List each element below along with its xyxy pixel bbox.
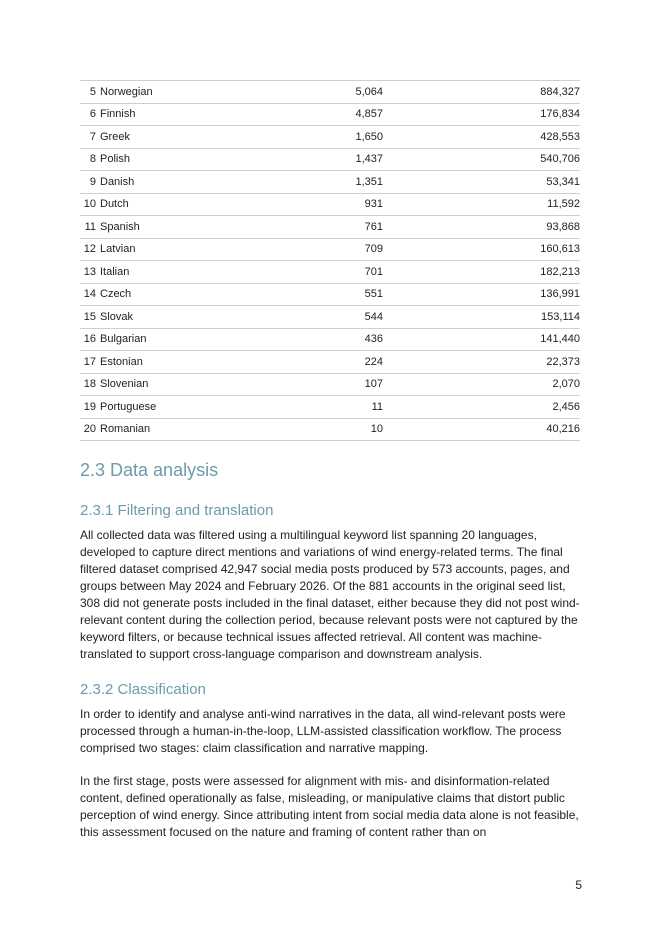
row-value-b: 153,114 <box>541 310 580 323</box>
row-language: Spanish <box>100 220 140 233</box>
table-row <box>80 328 580 351</box>
row-rank: 17 <box>83 355 96 368</box>
page-number: 5 <box>575 878 582 892</box>
row-value-a: 107 <box>364 378 383 391</box>
row-language: Slovenian <box>100 378 149 391</box>
row-value-b: 53,341 <box>546 175 580 188</box>
row-language: Greek <box>100 130 130 143</box>
table-row <box>80 126 580 149</box>
subsection-heading-classification: 2.3.2 Classification <box>80 681 206 698</box>
row-language: Italian <box>100 265 130 278</box>
row-value-a: 544 <box>364 310 383 323</box>
row-rank: 19 <box>83 400 96 413</box>
row-rank: 14 <box>83 288 96 301</box>
row-value-a: 551 <box>364 288 383 301</box>
row-value-a: 10 <box>370 423 383 436</box>
row-value-b: 93,868 <box>546 220 580 233</box>
row-value-b: 428,553 <box>540 130 580 143</box>
row-rank: 20 <box>83 423 96 436</box>
table-row <box>80 418 580 441</box>
language-table-body <box>80 81 580 441</box>
row-rank: 12 <box>83 243 96 256</box>
row-rank: 9 <box>89 175 96 188</box>
row-rank: 13 <box>83 265 96 278</box>
table-row <box>80 396 580 419</box>
row-value-a: 931 <box>364 198 383 211</box>
row-value-a: 5,064 <box>355 85 383 98</box>
table-row <box>80 238 580 261</box>
section-heading: 2.3 Data analysis <box>80 460 219 480</box>
table-row <box>80 216 580 239</box>
row-value-a: 1,650 <box>355 130 383 143</box>
table-row <box>80 148 580 171</box>
row-rank: 6 <box>89 108 96 121</box>
row-value-b: 40,216 <box>546 423 580 436</box>
row-language: Norwegian <box>100 85 153 98</box>
row-value-b: 176,834 <box>540 108 580 121</box>
row-language: Estonian <box>100 355 143 368</box>
table-row <box>80 261 580 284</box>
row-value-a: 436 <box>364 333 383 346</box>
classification-paragraph-1: In order to identify and analyse anti-wind narratives in the data, all wind-relevant posts were processed through a human-in-the-loop, LLM-assisted classification workflow. The process comprised two stages: claim classification and narrative mapping. <box>80 707 566 755</box>
row-language: Bulgarian <box>100 333 147 346</box>
row-language: Slovak <box>100 310 134 323</box>
row-rank: 16 <box>83 333 96 346</box>
row-value-b: 160,613 <box>540 243 580 256</box>
row-rank: 15 <box>83 310 96 323</box>
row-value-a: 1,351 <box>355 175 383 188</box>
row-rank: 8 <box>89 153 96 166</box>
table-row <box>80 81 580 104</box>
subsection-heading-filtering: 2.3.1 Filtering and translation <box>80 502 274 519</box>
row-value-a: 761 <box>364 220 383 233</box>
row-language: Danish <box>100 175 135 188</box>
row-value-b: 2,456 <box>552 400 580 413</box>
table-row <box>80 193 580 216</box>
row-language: Latvian <box>100 243 136 256</box>
filtering-paragraph: All collected data was filtered using a multilingual keyword list spanning 20 languages, developed to capture direct mentions and variations of wind energy-related terms. The final filtered dataset comprised 42,947 social media posts produced by 573 accounts, pages, and groups between May 2024 and February 2026. Of the 881 accounts in the original seed list, 308 did not generate posts included in the final dataset, either because they did not post wind-relevant content during the collection period, because relevant posts were not captured by the keyword filters, or because technical issues affected retrieval. All content was machine-translated to support cross-language comparison and downstream analysis. <box>80 528 580 661</box>
table-row <box>80 306 580 329</box>
classification-paragraph-2: In the first stage, posts were assessed for alignment with mis- and disinformation-related content, defined operationally as false, misleading, or manipulative claims that distort public perception of wind energy. Since attributing intent from social media data alone is not feasible, this assessment focused on the nature and framing of content rather than on <box>80 774 579 839</box>
table-row <box>80 283 580 306</box>
row-language: Czech <box>100 288 132 301</box>
row-value-b: 884,327 <box>540 85 580 98</box>
row-language: Portuguese <box>100 400 157 413</box>
row-rank: 18 <box>83 378 96 391</box>
row-value-b: 11,592 <box>547 198 580 211</box>
row-rank: 11 <box>84 220 96 233</box>
row-rank: 5 <box>89 85 96 98</box>
row-value-b: 182,213 <box>540 265 580 278</box>
table-row <box>80 171 580 194</box>
row-value-b: 141,440 <box>540 333 580 346</box>
row-value-a: 11 <box>371 400 383 413</box>
language-table <box>80 80 580 441</box>
row-language: Dutch <box>100 198 129 211</box>
row-value-a: 701 <box>364 265 383 278</box>
row-rank: 10 <box>83 198 96 211</box>
row-value-a: 1,437 <box>355 153 383 166</box>
row-value-a: 4,857 <box>355 108 383 121</box>
table-row <box>80 103 580 126</box>
row-value-b: 540,706 <box>540 153 580 166</box>
row-value-b: 22,373 <box>546 355 580 368</box>
row-value-a: 709 <box>364 243 383 256</box>
table-row <box>80 351 580 374</box>
row-language: Polish <box>100 153 130 166</box>
row-language: Romanian <box>100 423 151 436</box>
row-rank: 7 <box>89 130 96 143</box>
row-value-a: 224 <box>364 355 383 368</box>
row-language: Finnish <box>100 108 136 121</box>
row-value-b: 136,991 <box>540 288 580 301</box>
row-value-b: 2,070 <box>552 378 580 391</box>
table-row <box>80 373 580 396</box>
